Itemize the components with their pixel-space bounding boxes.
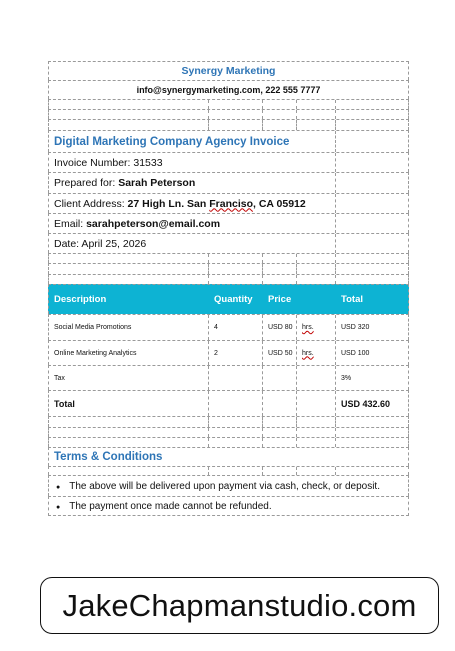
term-row xyxy=(48,496,409,516)
row-unit: hrs. xyxy=(302,349,314,357)
header-quantity: Quantity xyxy=(209,285,263,314)
header-unit xyxy=(297,285,336,314)
row-total: USD 100 xyxy=(341,349,370,357)
spacer-row xyxy=(48,263,409,274)
row-description: Social Media Promotions xyxy=(49,315,209,340)
invoice-title-row xyxy=(48,130,409,152)
invoice-number: Invoice Number: 31533 xyxy=(54,156,163,169)
watermark-text: JakeChapmanstudio.com xyxy=(62,587,417,623)
email-row xyxy=(48,213,409,233)
invoice-date: Date: April 25, 2026 xyxy=(54,237,147,250)
table-row xyxy=(48,314,409,340)
total-label: Total xyxy=(49,391,209,416)
spacer-row xyxy=(48,119,409,130)
tax-row xyxy=(48,365,409,390)
row-price: USD 50 xyxy=(263,341,297,365)
header-price: Price xyxy=(263,285,297,314)
term-row xyxy=(48,475,409,496)
spacer-row xyxy=(48,99,409,109)
row-quantity: 2 xyxy=(209,341,263,365)
company-row xyxy=(48,61,409,80)
bullet-icon xyxy=(54,481,69,492)
invoice-sheet xyxy=(48,61,409,516)
tax-label: Tax xyxy=(49,366,209,390)
row-price: USD 80 xyxy=(263,315,297,340)
bullet-icon xyxy=(54,501,69,512)
prepared-for: Prepared for: Sarah Peterson xyxy=(54,177,196,189)
spacer-row xyxy=(48,416,409,427)
client-email: Email: sarahpeterson@email.com xyxy=(54,217,221,230)
date-row xyxy=(48,233,409,253)
header-total: Total xyxy=(336,285,408,314)
contact-row xyxy=(48,80,409,99)
prepared-for-row xyxy=(48,172,409,193)
spacer-row xyxy=(48,466,409,475)
client-address: Client Address: 27 High Ln. San Franciso, CA 05912 xyxy=(54,197,306,210)
contact-info: info@synergymarketing.com, 222 555 7777 xyxy=(136,85,321,95)
tax-value: 3% xyxy=(341,374,352,382)
invoice-number-row xyxy=(48,152,409,172)
spacer-row xyxy=(48,274,409,284)
watermark-banner xyxy=(40,577,439,634)
row-quantity: 4 xyxy=(209,315,263,340)
total-row xyxy=(48,390,409,416)
term-item: ● The payment once made cannot be refunded. xyxy=(49,497,408,515)
spacer-row xyxy=(48,427,409,437)
term-item: ● The above will be delivered upon payment via cash, check, or deposit. xyxy=(49,476,408,496)
header-description: Description xyxy=(49,285,209,314)
table-header xyxy=(48,284,409,314)
row-unit: hrs. xyxy=(302,324,314,331)
spacer-row xyxy=(48,253,409,263)
client-address-row xyxy=(48,193,409,213)
invoice-title: Digital Marketing Company Agency Invoice xyxy=(49,131,336,152)
company-name: Synergy Marketing xyxy=(181,65,276,77)
table-row xyxy=(48,340,409,365)
terms-title: Terms & Conditions xyxy=(54,451,163,463)
row-total: USD 320 xyxy=(341,324,370,331)
total-value: USD 432.60 xyxy=(341,398,391,409)
terms-title-row xyxy=(48,447,409,466)
row-description: Online Marketing Analytics xyxy=(49,341,209,365)
spacer-row xyxy=(48,437,409,447)
spacer-row xyxy=(48,109,409,119)
